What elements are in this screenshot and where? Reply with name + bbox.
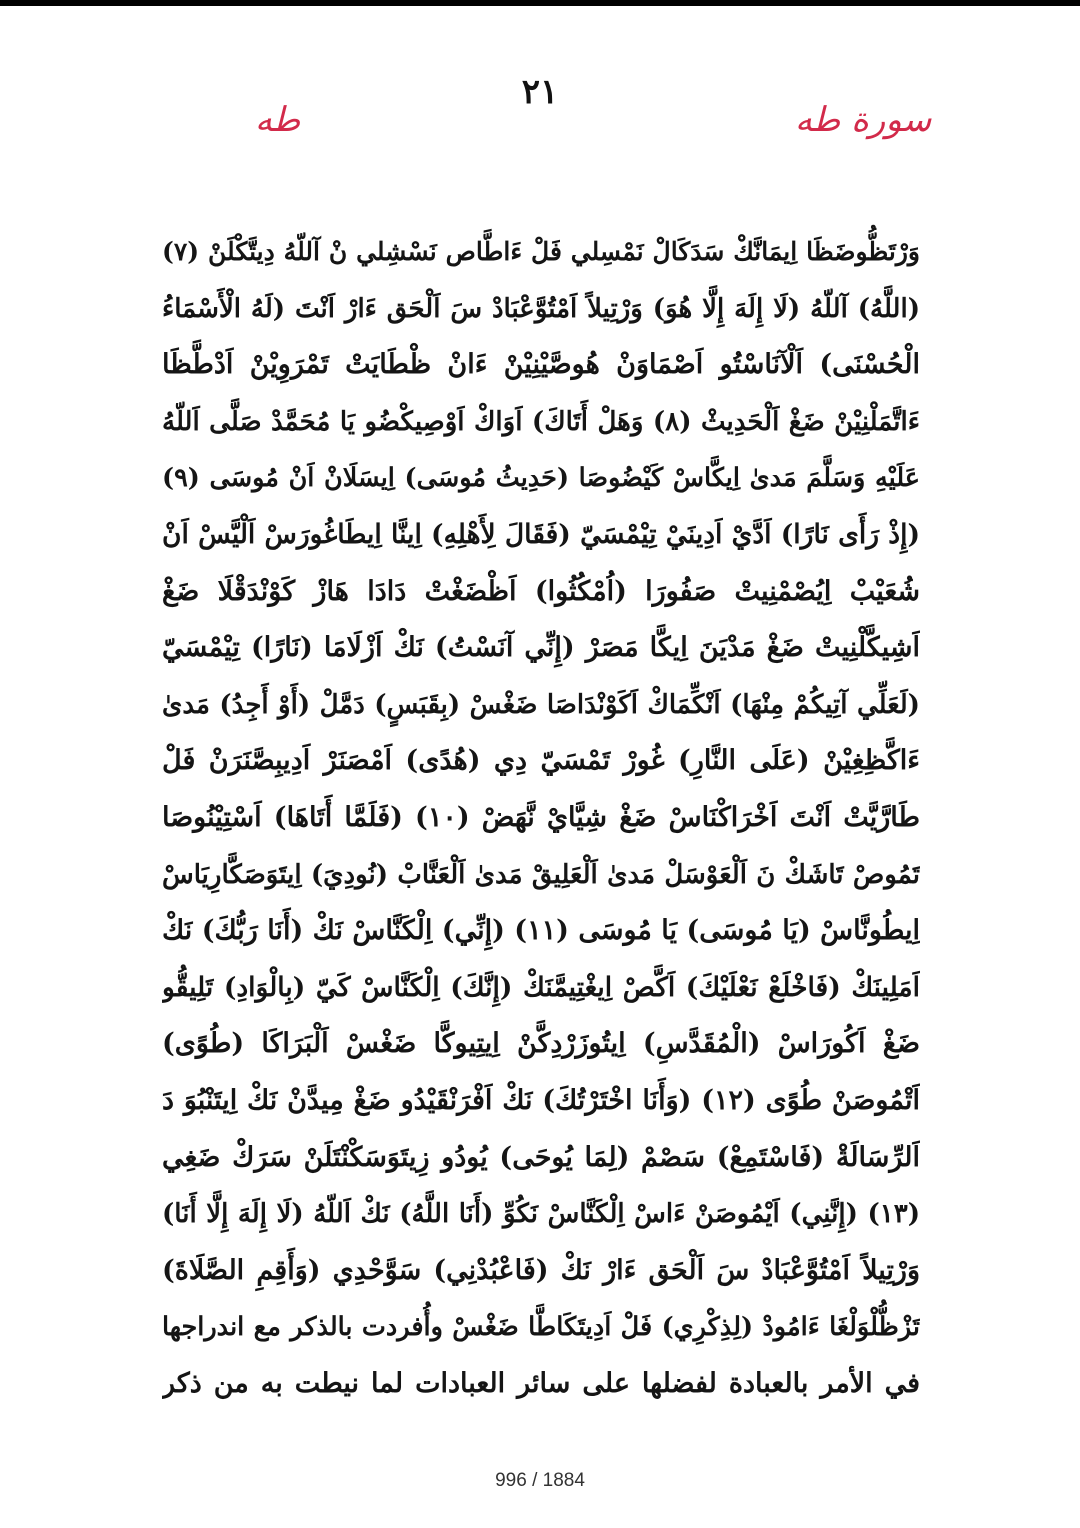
arabic-body-text	[162, 224, 920, 1412]
text-line: اِيطُونَّاسْ (يَا مُوسَى) يَا مُوسَى (١١) (إِنِّي) اِلْكَنَّاسْ نَكْ (أَنَا رَبُّكَ) نَكْ	[162, 915, 920, 947]
text-line: عَلَيْهِ وَسَلَّمَ مَدىٰ اِيكَّاسْ كَيْضُوصَا (حَدِيثُ مُوسَى) اِيسَلَانْ اَنْ مُوسَى (٩)	[162, 463, 920, 494]
text-line: ضَغْ اَكُورَاسْ (الْمُقَدَّسِ) اِيتُوزَرْدِكَّنْ اِيتِيوكَّا ضَغْسْ اَلْبَرَاكَا (طُوًى)	[162, 1028, 920, 1060]
handwritten-note-right: سورة طه	[795, 100, 932, 140]
text-line: وَرْتَظُّوضَظَا اِيمَانَّكْ سَدَكَالْ نَمْسِلي فَلْ ءَاطَّاص نَسْشِلي نْ آللّهُ دِيتَّكْلَنْ (٧)	[162, 237, 920, 266]
text-line: شُعَيْبْ اِيُصْمْنِيتْ صَفُورَا (اُمْكُثُوا) اَظْضَغْتْ دَادَا هَازْ كَوْنْدَقْلَا ضَغْ	[162, 575, 920, 607]
page-number: ٢١	[521, 72, 559, 112]
text-line: اَلرِّسَالَةْ (فَاسْتَمِعْ) سَصْمْ (لِمَا يُوحَى) يُودُو زِيتَوَسَكْنْتَلَنْ سَرَكْ ضَغِي	[162, 1141, 920, 1173]
text-line: تَزْظُّلْوَلْغَا ءَامُودْ (لِذِكْرِي) فَلْ اَدِيتَكَاطَّا ضَغْسْ وأُفردت بالذكر مع اندراجها	[162, 1312, 920, 1343]
handwritten-note-left: طه	[255, 100, 301, 140]
page-indicator: 996 / 1884	[495, 1470, 585, 1491]
text-line: في الأمر بالعبادة لفضلها على سائر العبادات لما نيطت به من ذكر	[162, 1367, 920, 1399]
text-line: ءَاتَّمَلْنِيْنْ ضَغْ اَلْحَدِيثْ (٨) وَهَلْ أَتَاكَ) اَوَاكْ اَوْصِيكْضُو يَا مُحَمَّدْ صَلَّى اَللّهُ	[162, 406, 920, 437]
text-line: تَمُوصْ تَاشَكْ نَ اَلْعَوْسَلْ مَدىٰ اَلْعَلِيقْ مَدىٰ اَلْعَنَّابْ (نُودِيَ) اِيتَوَصَكَّارِيَاسْ	[162, 859, 920, 890]
text-line: (اللَّهُ) آللّهُ (لَا إِلَهَ إِلَّا هُوَ) وَرْتِيلاً اَمْتُوَّعْبَادْ سَ اَلْحَق ءَارْ اَنْتَ (لَهُ الْأَسْمَاءُ	[162, 293, 920, 324]
text-line: اَشِيكَّلْنِيتْ ضَغْ مَدْيَنَ اِيكَّا مَصَرْ (إِنِّي آنَسْتُ) نَكْ اَزْلَامَا (نَارًا) تِيْمْسَيّ	[162, 632, 920, 664]
text-line: الْحُسْنَى) اَلْآنَاسْتُو اَصْمَاوَنْ هُوصَّيْنِيْنْ ءَانْ ظْطَايَتْ تَمْرَوِيْنْ اَدْطَّظَا	[162, 349, 920, 381]
text-line: وَرْتِيلاً اَمْتُوَّعْبَادْ سَ اَلْحَق ءَارْ نَكْ (فَاعْبُدْنِي) سَوَّحْدِي (وَأَقِمِ الصَّلَاةَ)	[162, 1254, 920, 1286]
text-line: اَتْمُوصَنْ طُوًى (١٢) (وَأَنَا اخْتَرْتُكَ) نَكْ اَفْرَنْقَيْدُو ضَغْ مِيدَّنْ نَكْ اِيتَنْبُوَ دَ	[162, 1084, 920, 1116]
text-line: (إِذْ رَأَى نَارًا) اَدَّيْ اَدِينَيْ تِيْمْسَيّ (فَقَالَ لِأَهْلِهِ) اِينَّا اِيطَاغُورَسْ اَلْيَّسْ اَنْ	[162, 518, 920, 550]
top-border-rule	[0, 0, 1080, 6]
text-line: (لَعَلِّي آتِيكُمْ مِنْهَا) اَنْكِّمَاكْ اَكَوْنْدَاصَا ضَغْسْ (بِقَبَسٍ) دَمَّلْ (أَوْ أَجِدُ) مَدىٰ	[162, 689, 920, 720]
text-line: طَارَّيَّتْ اَنْتَ اَخْرَاكْنَاسْ ضَغْ شِيَّايْ نَّهَضْ (١٠) (فَلَمَّا أَتَاهَا) اَسْتِيْنُوصَا	[162, 801, 920, 833]
text-line: اَمَلِينَكْ (فَاخْلَعْ نَعْلَيْكَ) اَكَّصْ اِيغْتِيمَّنَكْ (إِنَّكَ) اِلْكَنَّاسْ كَيّ (بِالْوَادِ) تَلِيقُّو	[162, 971, 920, 1003]
text-line: ءَاكَّظِغِيْنْ (عَلَى النَّارِ) غُورْ تَمْسَيّ دِي (هُدًى) اَمْصَنَرْ اَدِيبِصَّنَرَنْ فَلْ	[162, 745, 920, 777]
text-line: (١٣) (إِنَّنِي) اَيْمُوصَنْ ءَاسْ اِلْكَنَّاسْ نَكُوِّ (أَنَا اللَّهُ) نَكْ اَللّهُ (لَا إِلَهَ إِلَّا أَنَا)	[162, 1199, 920, 1230]
